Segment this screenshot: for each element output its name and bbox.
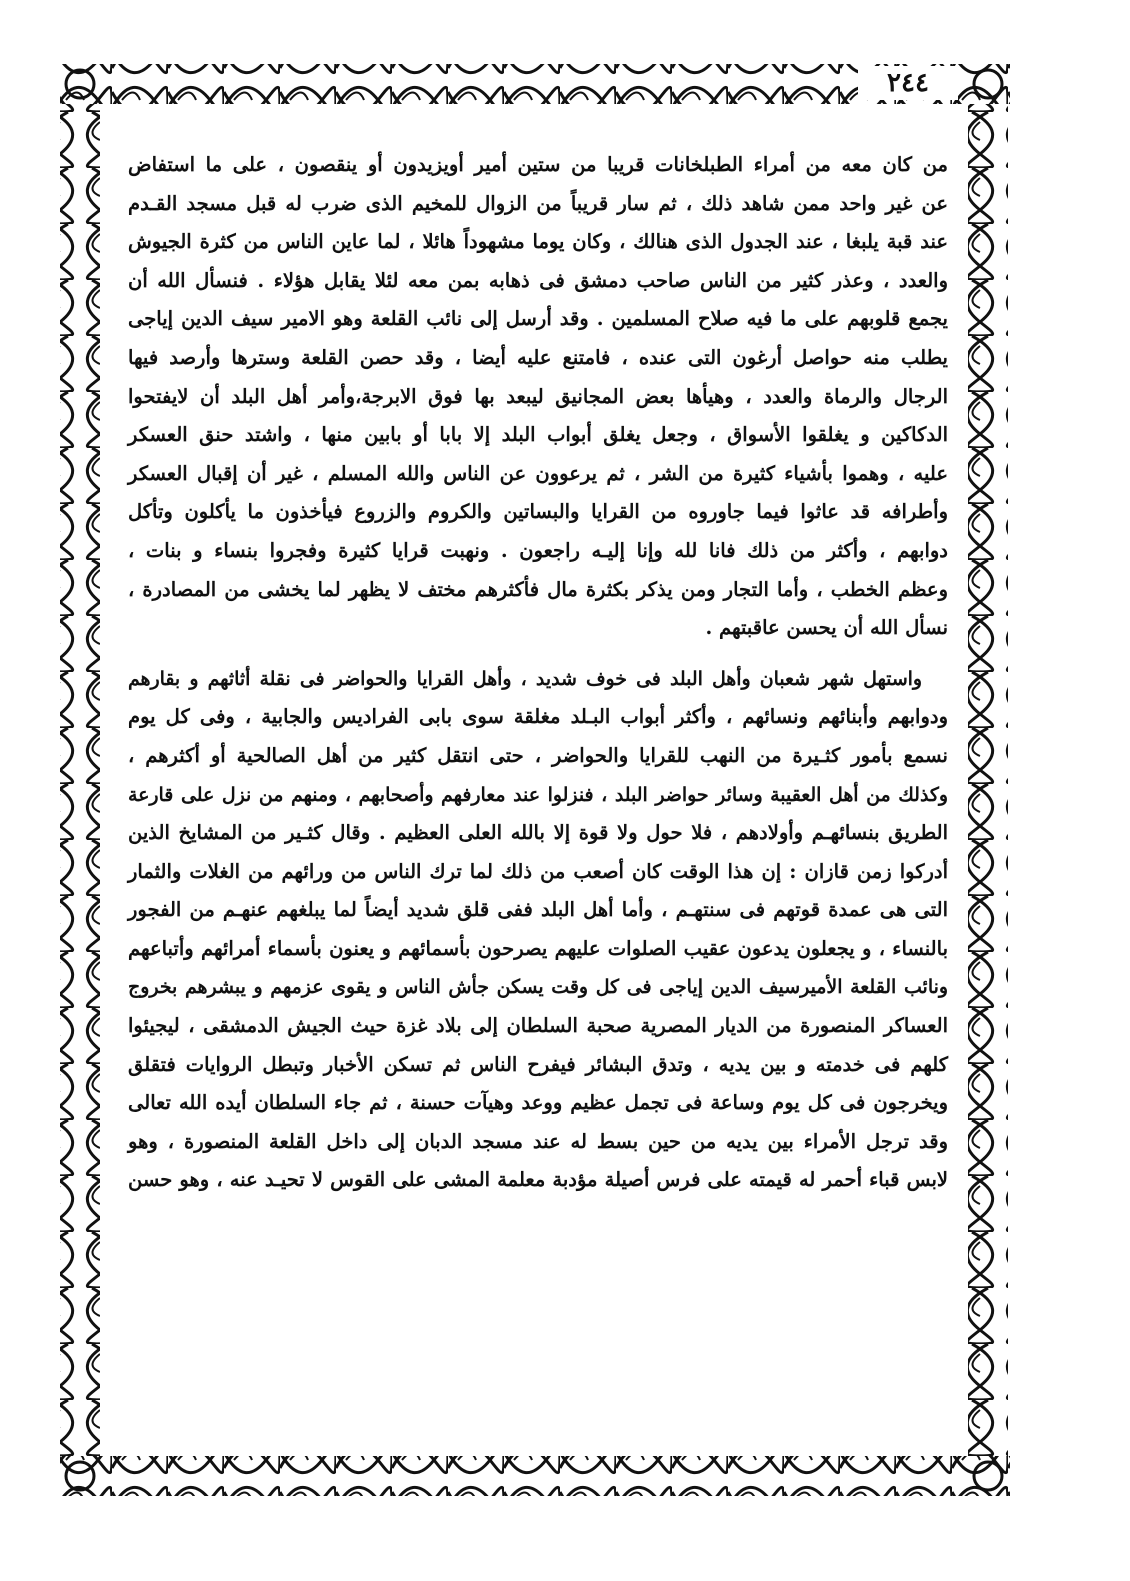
- text-line: وقد ترجل الأمراء بين يديه من حين بسط له عند مسجد الدبان إلى داخل القلعة المنصورة ، وهو: [128, 1129, 948, 1153]
- text-line: دوابهم ، وأكثر من ذلك فانا لله وإنا إليـه راجعون . ونهبت قرايا كثيرة وفجروا بنساء و بنات ،: [128, 538, 948, 562]
- text-line: ودوابهم وأبنائهم ونسائهم ، وأكثر أبواب البـلد مغلقة سوى بابى الفراديس والجابية ، وفى كل يوم: [128, 705, 948, 729]
- text-line: التى هى عمدة قوتهم فى سنتهـم ، وأما أهل البلد ففى قلق شديد أيضاً لما يبلغهم عنهـم من الفجور: [128, 898, 948, 922]
- text-line: كلهم فى خدمته و بين يديه ، وتدق البشائر فيفرح الناس ثم تسكن الأخبار وتبطل الروايات فتقلق: [128, 1052, 948, 1076]
- page-number: ٢٤٤: [858, 66, 958, 100]
- text-line: الرجال والرماة والعدد ، وهيأها بعض المجانيق ليبعد بها فوق الابرجة،وأمر أهل البلد أن لايفتحوا: [128, 384, 948, 408]
- text-line: الطريق بنسائهـم وأولادهم ، فلا حول ولا قوة إلا بالله العلى العظيم . وقال كثـير من المشايخ الذين: [128, 821, 948, 845]
- text-line: يطلب منه حواصل أرغون التى عنده ، فامتنع عليه أيضا ، وقد حصن القلعة وسترها وأرصد فيها: [128, 345, 948, 369]
- text-line: من كان معه من أمراء الطبلخانات قريبا من ستين أمير أويزيدون أو ينقصون ، على ما استفاض: [128, 153, 948, 176]
- paragraph-1: [128, 146, 948, 648]
- text-line: ويخرجون فى كل يوم وساعة فى تجمل عظيم ووعد وهيآت حسنة ، ثم جاء السلطان أيده الله تعالى: [128, 1091, 948, 1115]
- text-line: لابس قباء أحمر له قيمته على فرس أصيلة مؤدبة معلمة المشى على القوس لا تحيـد عنه ، وهو حسن: [128, 1168, 948, 1192]
- text-line: وأطرافه قد عاثوا فيما جاوروه من القرايا والبساتين والكروم والزروع فيأخذون ما يأكلون وتأكل: [128, 500, 948, 524]
- text-line: العساكر المنصورة من الديار المصرية صحبة السلطان إلى بلاد غزة حيث الجيش الدمشقى ، ليجيئوا: [128, 1014, 948, 1038]
- text-line: والعدد ، وعذر كثير من الناس صاحب دمشق فى ذهابه بمن معه لئلا يقابل هؤلاء . فنسأل الله أن: [128, 268, 948, 292]
- text-line: ونائب القلعة الأميرسيف الدين إياجى فى كل وقت يسكن جأش الناس و يقوى عزمهم و يبشرهم بخروج: [128, 976, 948, 999]
- text-line: نسمع بأمور كثـيرة من النهب للقرايا والحواضر ، حتى انتقل كثير من أهل الصالحية أو أكثرهم ،: [128, 743, 948, 767]
- text-line: وكذلك من أهل العقيبة وسائر حواضر البلد ، فنزلوا عند معارفهم وأصحابهم ، ومنهم من نزل على قارعة: [128, 783, 948, 806]
- text-line: عند قبة يلبغا ، عند الجدول الذى هنالك ، وكان يوما مشهوداً هائلا ، لما عاين الناس من كثرة الجيوش: [128, 230, 948, 254]
- paragraph-2: [128, 660, 948, 1200]
- text-line: الدكاكين و يغلقوا الأسواق ، وجعل يغلق أبواب البلد إلا بابا أو بابين منها ، واشتد حنق العسكر: [128, 423, 948, 447]
- text-line: واستهل شهر شعبان وأهل البلد فى خوف شديد ، وأهل القرايا والحواضر فى نقلة أثاثهم و بقارهم: [128, 667, 922, 690]
- text-line: وعظم الخطب ، وأما التجار ومن يذكر بكثرة مال فأكثرهم مختف لا يظهر لما يخشى من المصادرة ،: [128, 577, 948, 601]
- text-line: بالنساء ، و يجعلون يدعون عقيب الصلوات عليهم يصرحون بأسمائهم و يعنون بأسماء أمرائهم وأتباعهم: [128, 936, 948, 960]
- text-line: أدركوا زمن قازان : إن هذا الوقت كان أصعب من ذلك لما ترك الناس من ورائهم من الغلات والثمار: [128, 859, 948, 883]
- text-line: عن غير واحد ممن شاهد ذلك ، ثم سار قريباً من الزوال للمخيم الذى ضرب له قبل مسجد القـدم: [128, 191, 948, 215]
- text-line: يجمع قلوبهم على ما فيه صلاح المسلمين . وقد أرسل إلى نائب القلعة وهو الامير سيف الدين إياجى: [128, 307, 948, 331]
- text-line: نسأل الله أن يحسن عاقبتهم .: [705, 616, 948, 640]
- page-body: [128, 146, 948, 1436]
- text-line: عليه ، وهموا بأشياء كثيرة من الشر ، ثم يرعوون عن الناس والله المسلم ، غير أن إقبال العسكر: [128, 461, 948, 485]
